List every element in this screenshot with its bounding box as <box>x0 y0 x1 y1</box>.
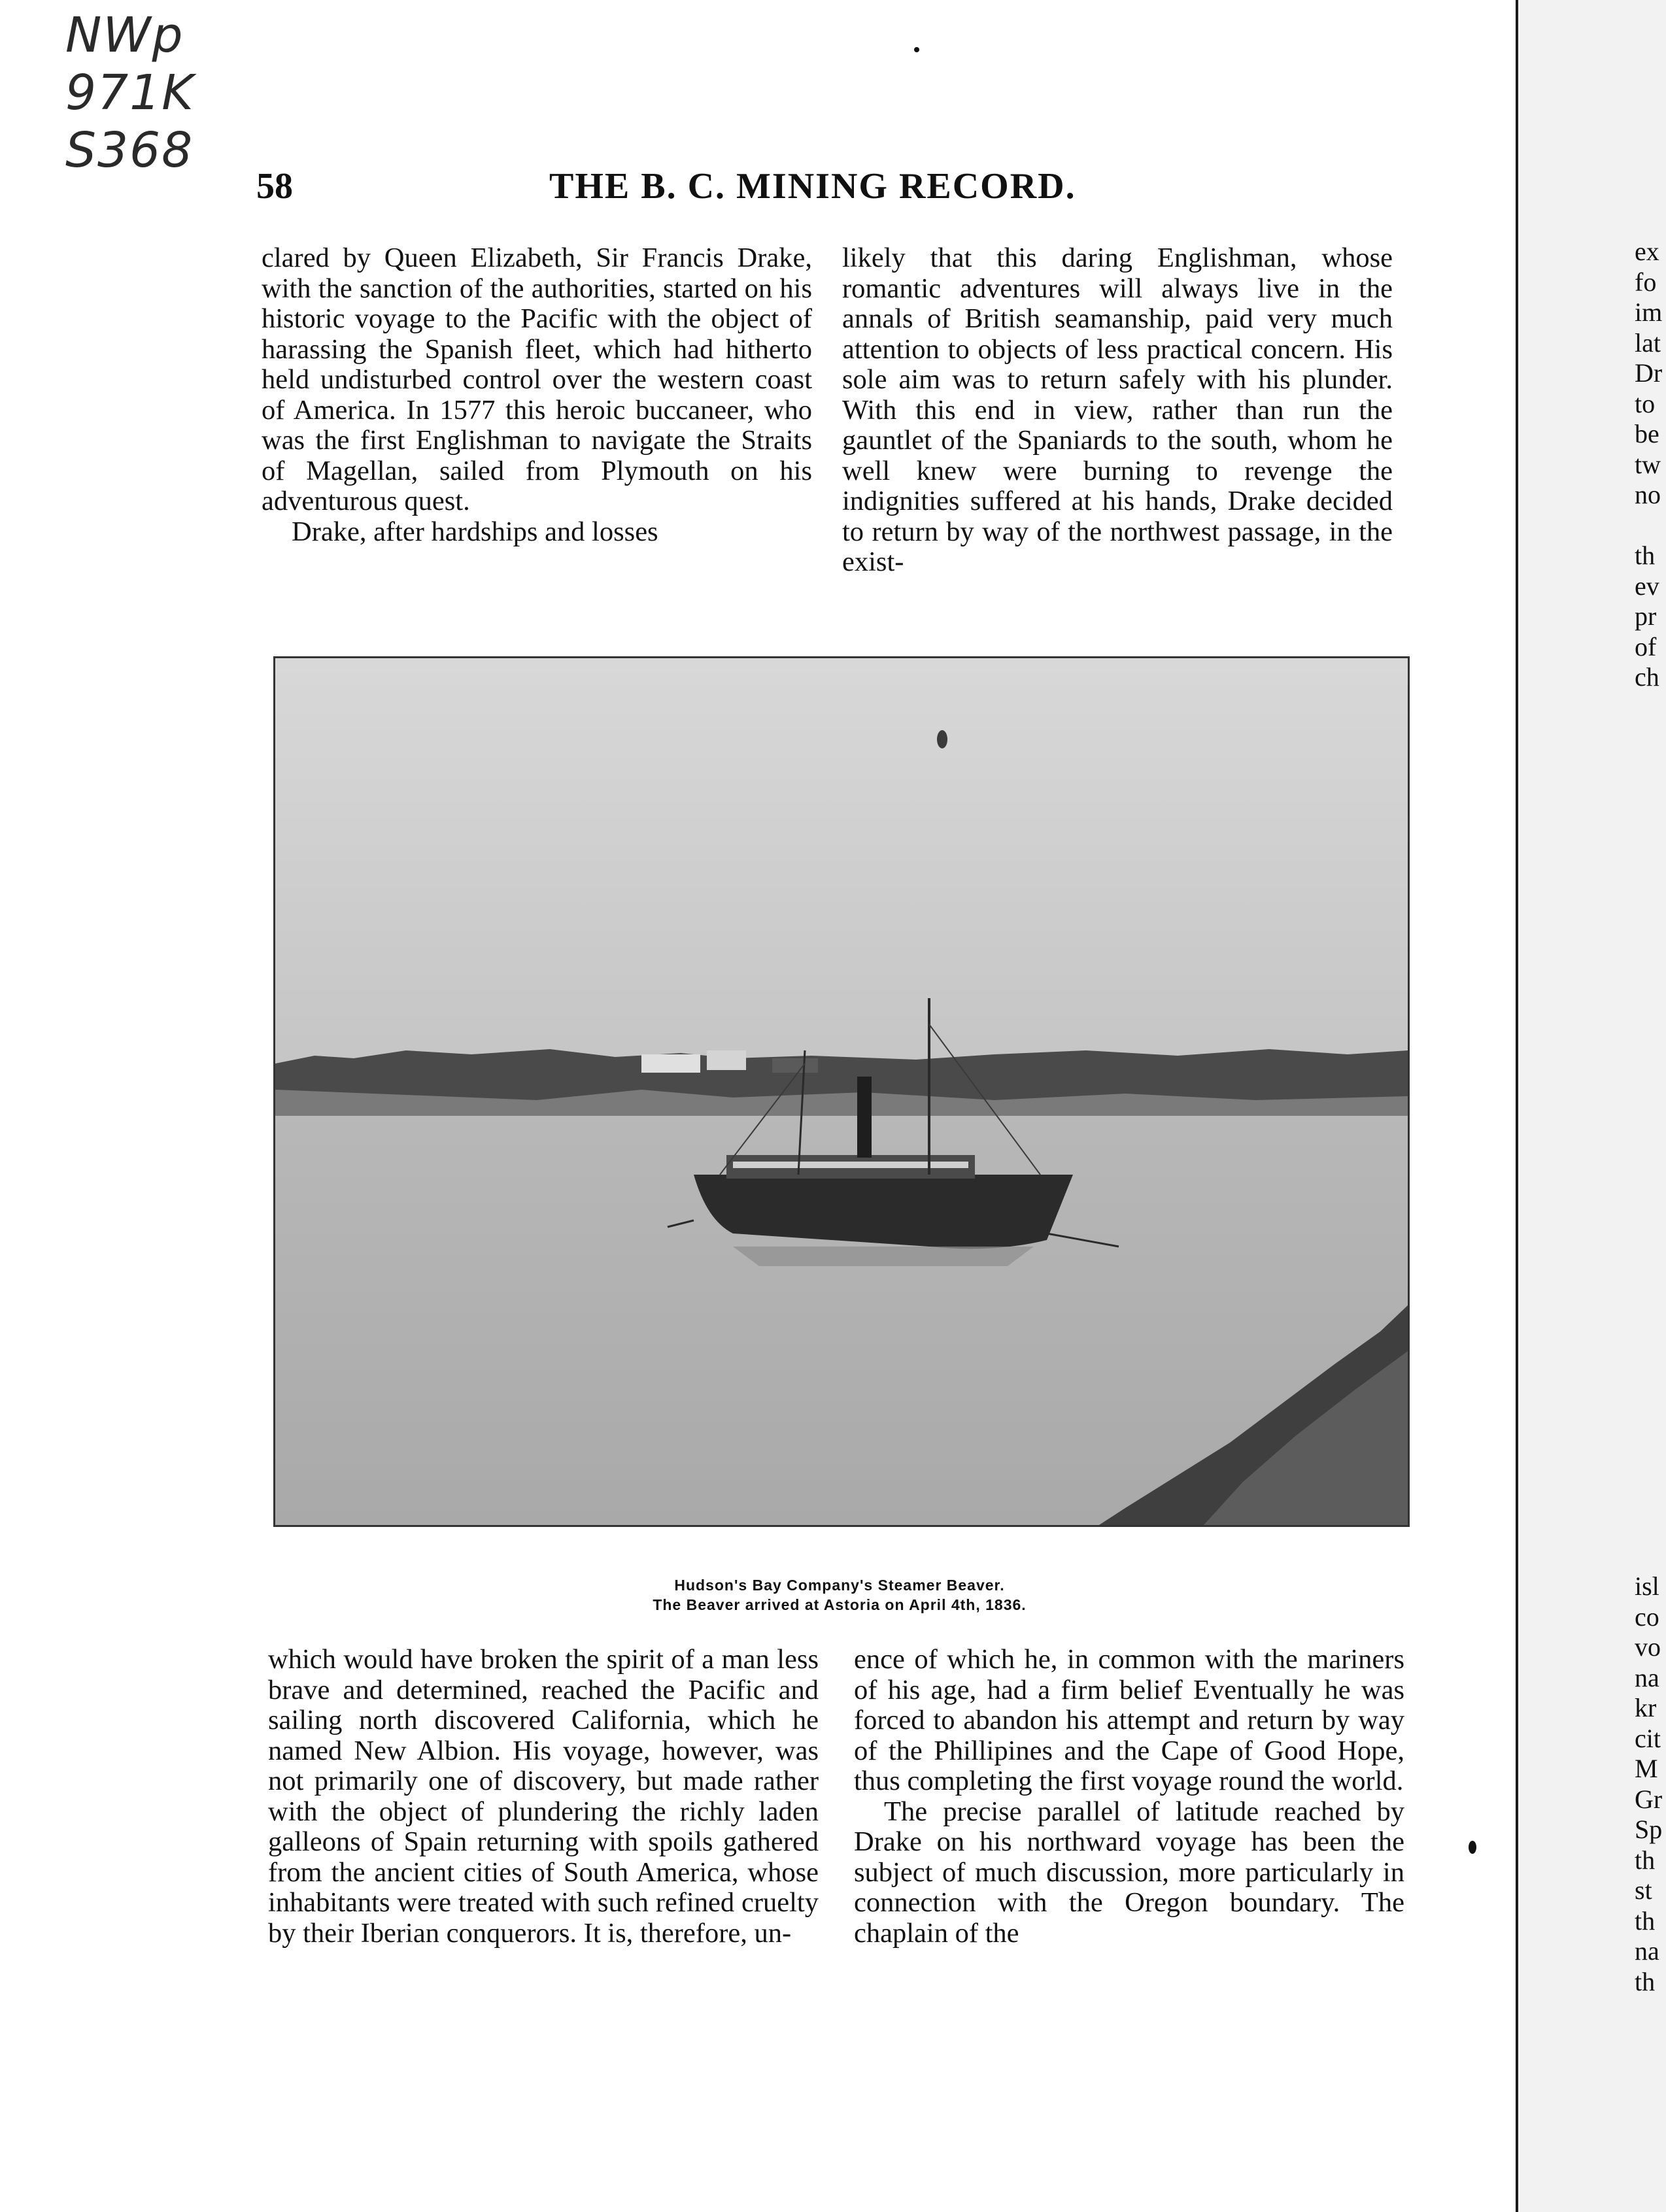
paragraph: which would have broken the spirit of a man less brave and determined, reached the Pacific and sailing north discovered California, which he named New Albion. His voyage, however, was not primarily one of discovery, but made rather with the object of plundering the richly laden galleons of Spain returning with spoils gathered from the ancient cities of South America, whose inhabitants were treated with such refined cruelty by their Iberian conquerors. It is, therefore, un- <box>268 1644 819 1949</box>
paragraph: ence of which he, in common with the mariners of his age, had a firm belief Eventually he was forced to abandon his attempt and return by way of the Phillipines and the Cape of Good Hope, thus completing the first voyage round the world. <box>854 1644 1404 1796</box>
running-head: THE B. C. MINING RECORD. <box>549 166 1076 207</box>
adjacent-page-text-top <box>1635 237 1666 693</box>
fragment: Gr <box>1635 1784 1663 1814</box>
fragment: of <box>1635 631 1657 662</box>
fragment: ex <box>1635 237 1659 266</box>
call-number-line: S368 <box>65 122 194 178</box>
fragment: th <box>1635 541 1656 570</box>
fragment: na <box>1635 1936 1659 1966</box>
photo-caption <box>273 1575 1406 1615</box>
fragment: Sp <box>1635 1815 1663 1844</box>
fragment: tw <box>1635 449 1661 479</box>
fragment: kr <box>1635 1693 1657 1722</box>
fragment: Dr <box>1635 358 1663 388</box>
fragment: th <box>1635 1845 1656 1875</box>
column-bottom-right <box>854 1645 1404 1949</box>
fragment: na <box>1635 1662 1659 1692</box>
fragment: M <box>1635 1754 1658 1783</box>
handwritten-call-number <box>65 7 222 179</box>
adjacent-page-text-bottom <box>1635 1571 1666 1997</box>
fragment: im <box>1635 297 1663 327</box>
fragment <box>1635 511 1666 541</box>
fragment: vo <box>1635 1632 1661 1662</box>
page-number: 58 <box>256 166 293 207</box>
fragment: lat <box>1635 327 1661 358</box>
fragment: ch <box>1635 662 1659 692</box>
fragment: to <box>1635 388 1656 418</box>
fragment: isl <box>1635 1571 1659 1601</box>
column-top-right <box>842 243 1393 578</box>
scan-speck <box>914 47 919 52</box>
fragment: st <box>1635 1875 1652 1905</box>
fragment: th <box>1635 1905 1656 1936</box>
fragment: no <box>1635 480 1661 509</box>
fragment: fo <box>1635 267 1657 297</box>
fragment: cit <box>1635 1723 1661 1753</box>
column-bottom-left <box>268 1645 819 1949</box>
call-number-line: NWp <box>65 7 184 63</box>
paragraph: likely that this daring Englishman, whose romantic adventures will always live in the annals of British seamanship, paid very much attention to objects of less practical concern. His sole aim was to return safely with his plunder. With this end in view, rather than run the gauntlet of the Spaniards to the south, whom he well knew were burning to revenge the indignities suffered at his hands, Drake decided to return by way of the northwest passage, in the exist- <box>842 243 1393 577</box>
caption-subtitle: The Beaver arrived at Astoria on April 4th, 1836. <box>653 1596 1027 1613</box>
paragraph: clared by Queen Elizabeth, Sir Francis Drake, with the sanction of the authorities, started on his historic voyage to the Pacific with the object of harassing the Spanish fleet, which had hitherto held undisturbed control over the western coast of America. In 1577 this heroic buccaneer, who was the first Englishman to navigate the Straits of Magellan, sailed from Plymouth on his adventurous quest. <box>262 243 812 516</box>
fragment: th <box>1635 1966 1656 1996</box>
fragment: pr <box>1635 601 1657 631</box>
column-top-left <box>262 243 812 547</box>
paragraph: The precise parallel of latitude reached by Drake on his northward voyage has been the subject of much discussion, more particularly in connection with the Oregon boundary. The chaplain of the <box>854 1796 1404 1949</box>
call-number-line: 971K <box>65 65 195 121</box>
scan-speck <box>1469 1841 1476 1854</box>
fragment: co <box>1635 1601 1659 1632</box>
paragraph: Drake, after hardships and losses <box>292 516 658 547</box>
fragment: ev <box>1635 571 1659 601</box>
fragment: be <box>1635 419 1659 448</box>
caption-title: Hudson's Bay Company's Steamer Beaver. <box>674 1577 1005 1594</box>
steamer-beaver-photo <box>273 656 1410 1527</box>
page-gutter-line <box>1516 0 1518 2212</box>
